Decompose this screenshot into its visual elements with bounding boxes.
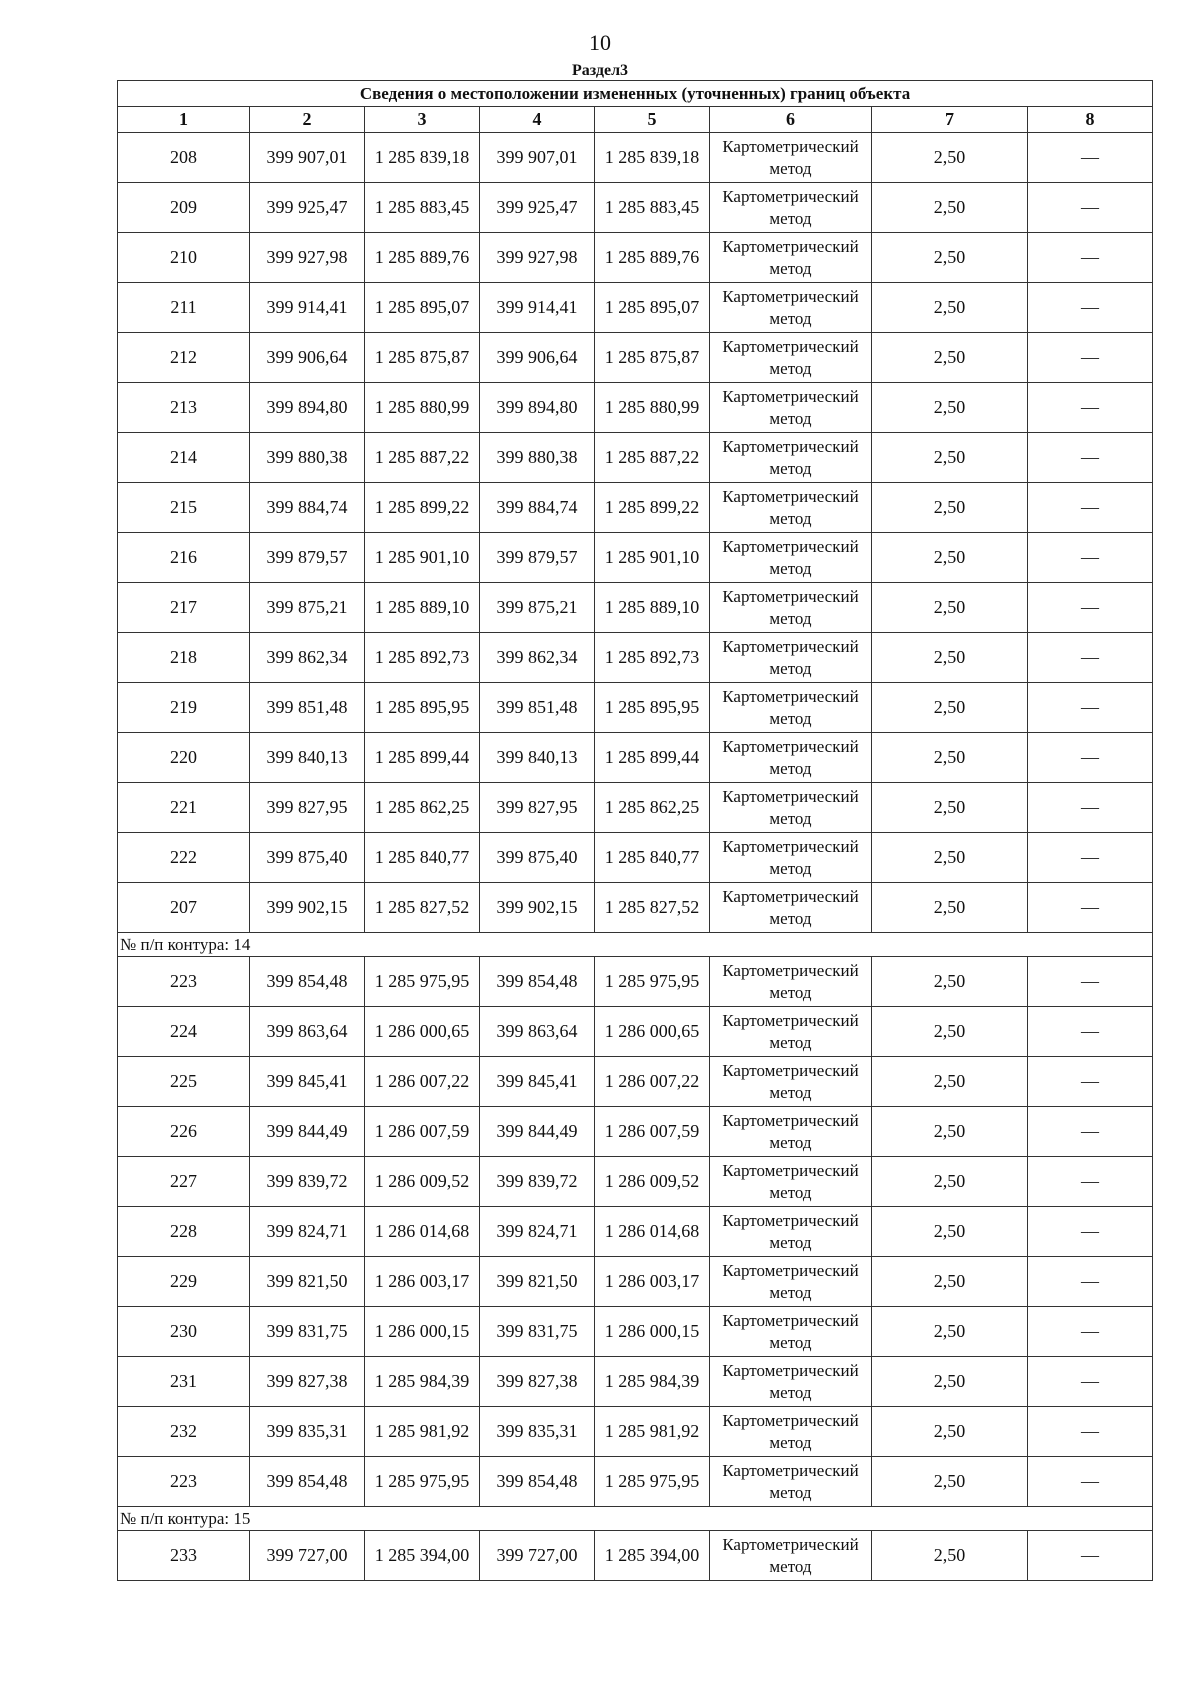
description-cell: — — [1028, 1207, 1153, 1257]
new-x-cell: 399 727,00 — [480, 1531, 595, 1581]
accuracy-cell: 2,50 — [872, 1207, 1028, 1257]
new-x-cell: 399 879,57 — [480, 533, 595, 583]
old-y-cell: 1 285 899,22 — [365, 483, 480, 533]
contour-label: № п/п контура: 14 — [118, 933, 1153, 957]
method-cell: Картометрический метод — [710, 957, 872, 1007]
new-x-cell: 399 844,49 — [480, 1107, 595, 1157]
new-y-cell: 1 285 895,07 — [595, 283, 710, 333]
description-cell: — — [1028, 1531, 1153, 1581]
description-cell: — — [1028, 383, 1153, 433]
new-y-cell: 1 285 889,10 — [595, 583, 710, 633]
description-cell: — — [1028, 1057, 1153, 1107]
method-cell: Картометрический метод — [710, 1257, 872, 1307]
old-y-cell: 1 285 892,73 — [365, 633, 480, 683]
old-y-cell: 1 286 009,52 — [365, 1157, 480, 1207]
old-y-cell: 1 285 887,22 — [365, 433, 480, 483]
description-cell: — — [1028, 1357, 1153, 1407]
accuracy-cell: 2,50 — [872, 1357, 1028, 1407]
table-row — [118, 633, 1153, 683]
old-y-cell: 1 285 984,39 — [365, 1357, 480, 1407]
boundary-points-table — [117, 80, 1153, 1581]
old-x-cell: 399 844,49 — [250, 1107, 365, 1157]
point-number-cell: 225 — [118, 1057, 250, 1107]
method-cell: Картометрический метод — [710, 1157, 872, 1207]
old-x-cell: 399 862,34 — [250, 633, 365, 683]
contour-label: № п/п контура: 15 — [118, 1507, 1153, 1531]
new-x-cell: 399 863,64 — [480, 1007, 595, 1057]
old-y-cell: 1 285 899,44 — [365, 733, 480, 783]
point-number-cell: 217 — [118, 583, 250, 633]
new-y-cell: 1 285 394,00 — [595, 1531, 710, 1581]
table-row — [118, 783, 1153, 833]
description-cell: — — [1028, 583, 1153, 633]
new-y-cell: 1 285 880,99 — [595, 383, 710, 433]
accuracy-cell: 2,50 — [872, 183, 1028, 233]
table-row — [118, 957, 1153, 1007]
new-y-cell: 1 285 895,95 — [595, 683, 710, 733]
new-x-cell: 399 862,34 — [480, 633, 595, 683]
old-y-cell: 1 286 003,17 — [365, 1257, 480, 1307]
point-number-cell: 228 — [118, 1207, 250, 1257]
method-cell: Картометрический метод — [710, 1057, 872, 1107]
point-number-cell: 221 — [118, 783, 250, 833]
method-cell: Картометрический метод — [710, 383, 872, 433]
method-cell: Картометрический метод — [710, 883, 872, 933]
description-cell: — — [1028, 883, 1153, 933]
old-x-cell: 399 821,50 — [250, 1257, 365, 1307]
point-number-cell: 214 — [118, 433, 250, 483]
column-number: 2 — [250, 107, 365, 133]
old-x-cell: 399 839,72 — [250, 1157, 365, 1207]
new-y-cell: 1 285 827,52 — [595, 883, 710, 933]
point-number-cell: 232 — [118, 1407, 250, 1457]
method-cell: Картометрический метод — [710, 1457, 872, 1507]
description-cell: — — [1028, 1307, 1153, 1357]
old-y-cell: 1 285 883,45 — [365, 183, 480, 233]
old-x-cell: 399 902,15 — [250, 883, 365, 933]
page-number: 10 — [589, 30, 611, 55]
new-y-cell: 1 285 840,77 — [595, 833, 710, 883]
table-row — [118, 683, 1153, 733]
table-row — [118, 733, 1153, 783]
method-cell: Картометрический метод — [710, 633, 872, 683]
description-cell: — — [1028, 1457, 1153, 1507]
new-x-cell: 399 880,38 — [480, 433, 595, 483]
description-cell: — — [1028, 483, 1153, 533]
new-y-cell: 1 285 862,25 — [595, 783, 710, 833]
new-y-cell: 1 286 000,15 — [595, 1307, 710, 1357]
accuracy-cell: 2,50 — [872, 1307, 1028, 1357]
contour-row — [118, 1507, 1153, 1531]
old-y-cell: 1 285 880,99 — [365, 383, 480, 433]
old-x-cell: 399 840,13 — [250, 733, 365, 783]
table-row — [118, 133, 1153, 183]
table-row — [118, 1157, 1153, 1207]
method-cell: Картометрический метод — [710, 433, 872, 483]
accuracy-cell: 2,50 — [872, 1107, 1028, 1157]
new-y-cell: 1 286 000,65 — [595, 1007, 710, 1057]
new-y-cell: 1 285 901,10 — [595, 533, 710, 583]
new-y-cell: 1 285 892,73 — [595, 633, 710, 683]
new-x-cell: 399 854,48 — [480, 1457, 595, 1507]
accuracy-cell: 2,50 — [872, 633, 1028, 683]
table-row — [118, 1407, 1153, 1457]
new-x-cell: 399 824,71 — [480, 1207, 595, 1257]
accuracy-cell: 2,50 — [872, 483, 1028, 533]
description-cell: — — [1028, 283, 1153, 333]
contour-row — [118, 933, 1153, 957]
old-x-cell: 399 827,95 — [250, 783, 365, 833]
new-x-cell: 399 821,50 — [480, 1257, 595, 1307]
description-cell: — — [1028, 1157, 1153, 1207]
description-cell: — — [1028, 1107, 1153, 1157]
column-number: 1 — [118, 107, 250, 133]
new-x-cell: 399 914,41 — [480, 283, 595, 333]
point-number-cell: 207 — [118, 883, 250, 933]
column-number: 6 — [710, 107, 872, 133]
old-x-cell: 399 863,64 — [250, 1007, 365, 1057]
new-x-cell: 399 835,31 — [480, 1407, 595, 1457]
table-row — [118, 183, 1153, 233]
point-number-cell: 219 — [118, 683, 250, 733]
table-row — [118, 1257, 1153, 1307]
new-x-cell: 399 902,15 — [480, 883, 595, 933]
table-row — [118, 433, 1153, 483]
method-cell: Картометрический метод — [710, 783, 872, 833]
method-cell: Картометрический метод — [710, 733, 872, 783]
old-y-cell: 1 285 981,92 — [365, 1407, 480, 1457]
old-x-cell: 399 880,38 — [250, 433, 365, 483]
description-cell: — — [1028, 1007, 1153, 1057]
accuracy-cell: 2,50 — [872, 683, 1028, 733]
new-x-cell: 399 875,21 — [480, 583, 595, 633]
new-x-cell: 399 831,75 — [480, 1307, 595, 1357]
point-number-cell: 231 — [118, 1357, 250, 1407]
point-number-cell: 224 — [118, 1007, 250, 1057]
point-number-cell: 218 — [118, 633, 250, 683]
old-x-cell: 399 831,75 — [250, 1307, 365, 1357]
point-number-cell: 208 — [118, 133, 250, 183]
old-y-cell: 1 286 014,68 — [365, 1207, 480, 1257]
new-y-cell: 1 286 014,68 — [595, 1207, 710, 1257]
new-x-cell: 399 851,48 — [480, 683, 595, 733]
new-y-cell: 1 285 981,92 — [595, 1407, 710, 1457]
table-body — [118, 133, 1153, 1581]
new-y-cell: 1 285 889,76 — [595, 233, 710, 283]
accuracy-cell: 2,50 — [872, 1457, 1028, 1507]
method-cell: Картометрический метод — [710, 1007, 872, 1057]
accuracy-cell: 2,50 — [872, 1531, 1028, 1581]
new-x-cell: 399 927,98 — [480, 233, 595, 283]
old-x-cell: 399 827,38 — [250, 1357, 365, 1407]
method-cell: Картометрический метод — [710, 583, 872, 633]
description-cell: — — [1028, 533, 1153, 583]
old-y-cell: 1 285 895,95 — [365, 683, 480, 733]
description-cell: — — [1028, 1257, 1153, 1307]
old-x-cell: 399 906,64 — [250, 333, 365, 383]
accuracy-cell: 2,50 — [872, 233, 1028, 283]
point-number-cell: 211 — [118, 283, 250, 333]
new-y-cell: 1 286 007,22 — [595, 1057, 710, 1107]
new-x-cell: 399 906,64 — [480, 333, 595, 383]
new-x-cell: 399 827,95 — [480, 783, 595, 833]
method-cell: Картометрический метод — [710, 133, 872, 183]
old-y-cell: 1 285 875,87 — [365, 333, 480, 383]
new-x-cell: 399 827,38 — [480, 1357, 595, 1407]
old-y-cell: 1 285 901,10 — [365, 533, 480, 583]
column-number: 7 — [872, 107, 1028, 133]
new-x-cell: 399 854,48 — [480, 957, 595, 1007]
new-y-cell: 1 285 839,18 — [595, 133, 710, 183]
old-y-cell: 1 286 007,22 — [365, 1057, 480, 1107]
accuracy-cell: 2,50 — [872, 583, 1028, 633]
new-y-cell: 1 286 009,52 — [595, 1157, 710, 1207]
accuracy-cell: 2,50 — [872, 733, 1028, 783]
table-row — [118, 233, 1153, 283]
point-number-cell: 223 — [118, 957, 250, 1007]
old-y-cell: 1 285 394,00 — [365, 1531, 480, 1581]
table-row — [118, 1457, 1153, 1507]
column-number: 3 — [365, 107, 480, 133]
table-row — [118, 1107, 1153, 1157]
new-y-cell: 1 285 899,44 — [595, 733, 710, 783]
method-cell: Картометрический метод — [710, 1207, 872, 1257]
description-cell: — — [1028, 683, 1153, 733]
description-cell: — — [1028, 333, 1153, 383]
description-cell: — — [1028, 1407, 1153, 1457]
table-row — [118, 583, 1153, 633]
method-cell: Картометрический метод — [710, 833, 872, 883]
method-cell: Картометрический метод — [710, 1531, 872, 1581]
old-x-cell: 399 845,41 — [250, 1057, 365, 1107]
old-y-cell: 1 286 000,65 — [365, 1007, 480, 1057]
table-row — [118, 1531, 1153, 1581]
point-number-cell: 216 — [118, 533, 250, 583]
accuracy-cell: 2,50 — [872, 283, 1028, 333]
old-y-cell: 1 286 007,59 — [365, 1107, 480, 1157]
description-cell: — — [1028, 233, 1153, 283]
column-number: 4 — [480, 107, 595, 133]
old-x-cell: 399 851,48 — [250, 683, 365, 733]
point-number-cell: 222 — [118, 833, 250, 883]
accuracy-cell: 2,50 — [872, 533, 1028, 583]
accuracy-cell: 2,50 — [872, 1157, 1028, 1207]
description-cell: — — [1028, 133, 1153, 183]
table-row — [118, 833, 1153, 883]
section-title: Раздел3 — [571, 62, 629, 79]
accuracy-cell: 2,50 — [872, 1057, 1028, 1107]
new-y-cell: 1 285 975,95 — [595, 957, 710, 1007]
new-y-cell: 1 286 007,59 — [595, 1107, 710, 1157]
new-x-cell: 399 884,74 — [480, 483, 595, 533]
column-number-row — [118, 107, 1153, 133]
table-row — [118, 383, 1153, 433]
method-cell: Картометрический метод — [710, 533, 872, 583]
old-y-cell: 1 286 000,15 — [365, 1307, 480, 1357]
table-row — [118, 483, 1153, 533]
old-y-cell: 1 285 840,77 — [365, 833, 480, 883]
point-number-cell: 213 — [118, 383, 250, 433]
point-number-cell: 233 — [118, 1531, 250, 1581]
new-y-cell: 1 285 899,22 — [595, 483, 710, 533]
old-x-cell: 399 927,98 — [250, 233, 365, 283]
point-number-cell: 226 — [118, 1107, 250, 1157]
method-cell: Картометрический метод — [710, 1407, 872, 1457]
old-x-cell: 399 925,47 — [250, 183, 365, 233]
accuracy-cell: 2,50 — [872, 957, 1028, 1007]
point-number-cell: 212 — [118, 333, 250, 383]
method-cell: Картометрический метод — [710, 333, 872, 383]
point-number-cell: 230 — [118, 1307, 250, 1357]
old-x-cell: 399 854,48 — [250, 1457, 365, 1507]
accuracy-cell: 2,50 — [872, 433, 1028, 483]
point-number-cell: 223 — [118, 1457, 250, 1507]
table-row — [118, 283, 1153, 333]
method-cell: Картометрический метод — [710, 683, 872, 733]
accuracy-cell: 2,50 — [872, 1407, 1028, 1457]
old-y-cell: 1 285 889,76 — [365, 233, 480, 283]
new-x-cell: 399 839,72 — [480, 1157, 595, 1207]
method-cell: Картометрический метод — [710, 1357, 872, 1407]
old-x-cell: 399 824,71 — [250, 1207, 365, 1257]
new-y-cell: 1 285 984,39 — [595, 1357, 710, 1407]
new-y-cell: 1 285 883,45 — [595, 183, 710, 233]
table-row — [118, 883, 1153, 933]
old-x-cell: 399 894,80 — [250, 383, 365, 433]
old-x-cell: 399 914,41 — [250, 283, 365, 333]
column-number: 8 — [1028, 107, 1153, 133]
table-row — [118, 1057, 1153, 1107]
method-cell: Картометрический метод — [710, 1107, 872, 1157]
old-y-cell: 1 285 862,25 — [365, 783, 480, 833]
accuracy-cell: 2,50 — [872, 133, 1028, 183]
description-cell: — — [1028, 783, 1153, 833]
old-x-cell: 399 835,31 — [250, 1407, 365, 1457]
new-x-cell: 399 840,13 — [480, 733, 595, 783]
description-cell: — — [1028, 183, 1153, 233]
old-y-cell: 1 285 827,52 — [365, 883, 480, 933]
method-cell: Картометрический метод — [710, 1307, 872, 1357]
column-number: 5 — [595, 107, 710, 133]
new-x-cell: 399 894,80 — [480, 383, 595, 433]
table-row — [118, 333, 1153, 383]
old-y-cell: 1 285 975,95 — [365, 957, 480, 1007]
new-y-cell: 1 285 887,22 — [595, 433, 710, 483]
accuracy-cell: 2,50 — [872, 1257, 1028, 1307]
old-x-cell: 399 727,00 — [250, 1531, 365, 1581]
new-y-cell: 1 285 975,95 — [595, 1457, 710, 1507]
new-y-cell: 1 286 003,17 — [595, 1257, 710, 1307]
method-cell: Картометрический метод — [710, 283, 872, 333]
accuracy-cell: 2,50 — [872, 883, 1028, 933]
point-number-cell: 229 — [118, 1257, 250, 1307]
new-x-cell: 399 907,01 — [480, 133, 595, 183]
new-y-cell: 1 285 875,87 — [595, 333, 710, 383]
description-cell: — — [1028, 833, 1153, 883]
new-x-cell: 399 845,41 — [480, 1057, 595, 1107]
accuracy-cell: 2,50 — [872, 833, 1028, 883]
old-x-cell: 399 875,40 — [250, 833, 365, 883]
old-y-cell: 1 285 895,07 — [365, 283, 480, 333]
point-number-cell: 209 — [118, 183, 250, 233]
new-x-cell: 399 925,47 — [480, 183, 595, 233]
table-row — [118, 1307, 1153, 1357]
old-x-cell: 399 875,21 — [250, 583, 365, 633]
old-y-cell: 1 285 839,18 — [365, 133, 480, 183]
accuracy-cell: 2,50 — [872, 1007, 1028, 1057]
accuracy-cell: 2,50 — [872, 383, 1028, 433]
table-row — [118, 1007, 1153, 1057]
point-number-cell: 227 — [118, 1157, 250, 1207]
method-cell: Картометрический метод — [710, 233, 872, 283]
accuracy-cell: 2,50 — [872, 783, 1028, 833]
method-cell: Картометрический метод — [710, 483, 872, 533]
description-cell: — — [1028, 733, 1153, 783]
table-row — [118, 1357, 1153, 1407]
accuracy-cell: 2,50 — [872, 333, 1028, 383]
table-row — [118, 533, 1153, 583]
description-cell: — — [1028, 957, 1153, 1007]
old-x-cell: 399 907,01 — [250, 133, 365, 183]
old-x-cell: 399 884,74 — [250, 483, 365, 533]
old-x-cell: 399 854,48 — [250, 957, 365, 1007]
table-caption: Сведения о местоположении измененных (уточненных) границ объекта — [118, 81, 1153, 107]
description-cell: — — [1028, 633, 1153, 683]
point-number-cell: 215 — [118, 483, 250, 533]
old-y-cell: 1 285 889,10 — [365, 583, 480, 633]
point-number-cell: 210 — [118, 233, 250, 283]
new-x-cell: 399 875,40 — [480, 833, 595, 883]
point-number-cell: 220 — [118, 733, 250, 783]
old-x-cell: 399 879,57 — [250, 533, 365, 583]
method-cell: Картометрический метод — [710, 183, 872, 233]
table-row — [118, 1207, 1153, 1257]
description-cell: — — [1028, 433, 1153, 483]
old-y-cell: 1 285 975,95 — [365, 1457, 480, 1507]
